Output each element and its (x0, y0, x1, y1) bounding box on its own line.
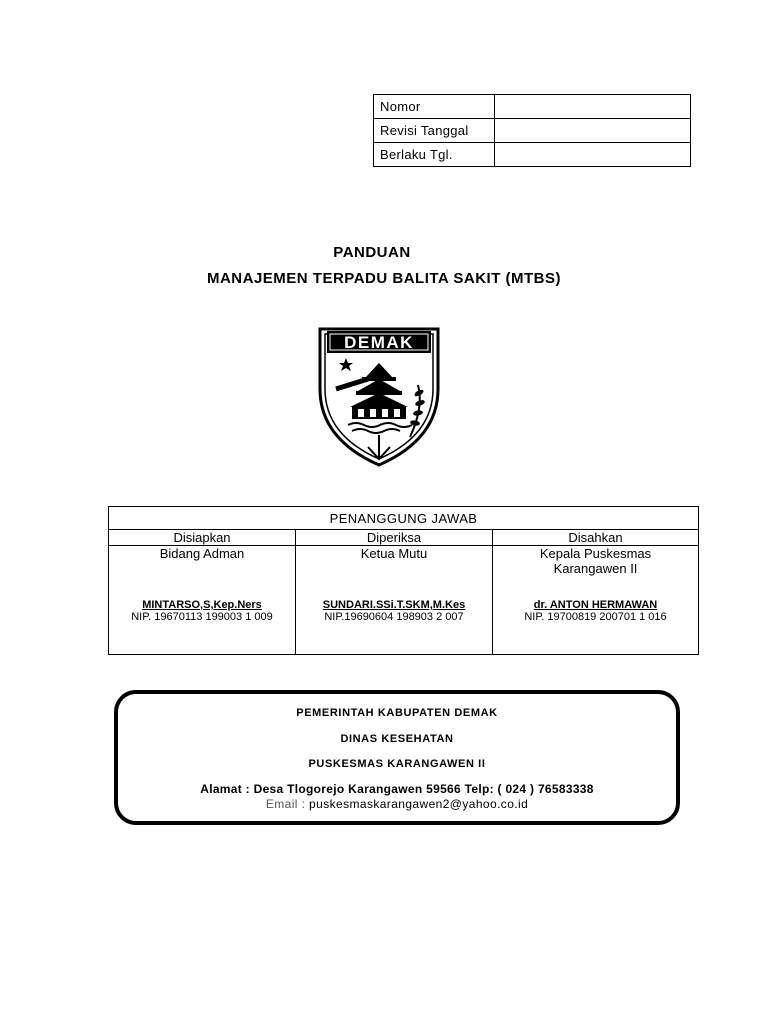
responsibility-table (108, 506, 699, 655)
doc-info-label: Berlaku Tgl. (374, 143, 495, 167)
responsibility-header: PENANGGUNG JAWAB (109, 507, 699, 530)
signer-name: dr. ANTON HERMAWAN (533, 599, 658, 611)
signer-position: Ketua Mutu (360, 546, 428, 561)
role-approved: Disahkan (493, 530, 699, 546)
doc-info-row-revisi (374, 119, 691, 143)
doc-info-row-berlaku (374, 143, 691, 167)
signature-cell-checked (296, 546, 493, 655)
signer-name: SUNDARI.SSi.T.SKM,M.Kes (322, 599, 466, 611)
doc-info-value (495, 95, 691, 119)
doc-info-row-nomor (374, 95, 691, 119)
signature-cell-approved (493, 546, 699, 655)
crest-banner-text: DEMAK (344, 333, 414, 352)
doc-info-label: Revisi Tanggal (374, 119, 495, 143)
signer-nip: NIP. 19700819 200701 1 016 (524, 611, 667, 623)
institution-government: PEMERINTAH KABUPATEN DEMAK (296, 707, 498, 719)
signer-nip: NIP.19690604 198903 2 007 (324, 611, 464, 623)
role-prepared: Disiapkan (109, 530, 296, 546)
signature-cell-prepared (109, 546, 296, 655)
doc-info-value (495, 119, 691, 143)
signer-nip: NIP. 19670113 199003 1 009 (131, 611, 273, 623)
demak-regency-crest-icon (318, 327, 440, 467)
institution-box (114, 690, 680, 825)
role-checked: Diperiksa (296, 530, 493, 546)
signer-position: Bidang Adman (159, 546, 245, 561)
institution-puskesmas: PUSKESMAS KARANGAWEN II (308, 758, 486, 770)
signer-name: MINTARSO,S,Kep.Ners (142, 599, 262, 611)
doc-info-label: Nomor (374, 95, 495, 119)
email-address: puskesmaskarangawen2@yahoo.co.id (309, 797, 529, 811)
document-info-table (373, 94, 691, 167)
institution-address: Alamat : Desa Tlogorejo Karangawen 59566 Telp: ( 024 ) 76583338 (200, 782, 594, 796)
institution-department: DINAS KESEHATAN (340, 733, 454, 745)
document-title: PANDUAN (333, 244, 411, 261)
email-label: Email : (265, 797, 306, 811)
institution-email-line (118, 797, 676, 811)
signer-position: Kepala Puskesmas Karangawen II (539, 546, 652, 576)
doc-info-value (495, 143, 691, 167)
document-subtitle: MANAJEMEN TERPADU BALITA SAKIT (MTBS) (206, 270, 562, 287)
